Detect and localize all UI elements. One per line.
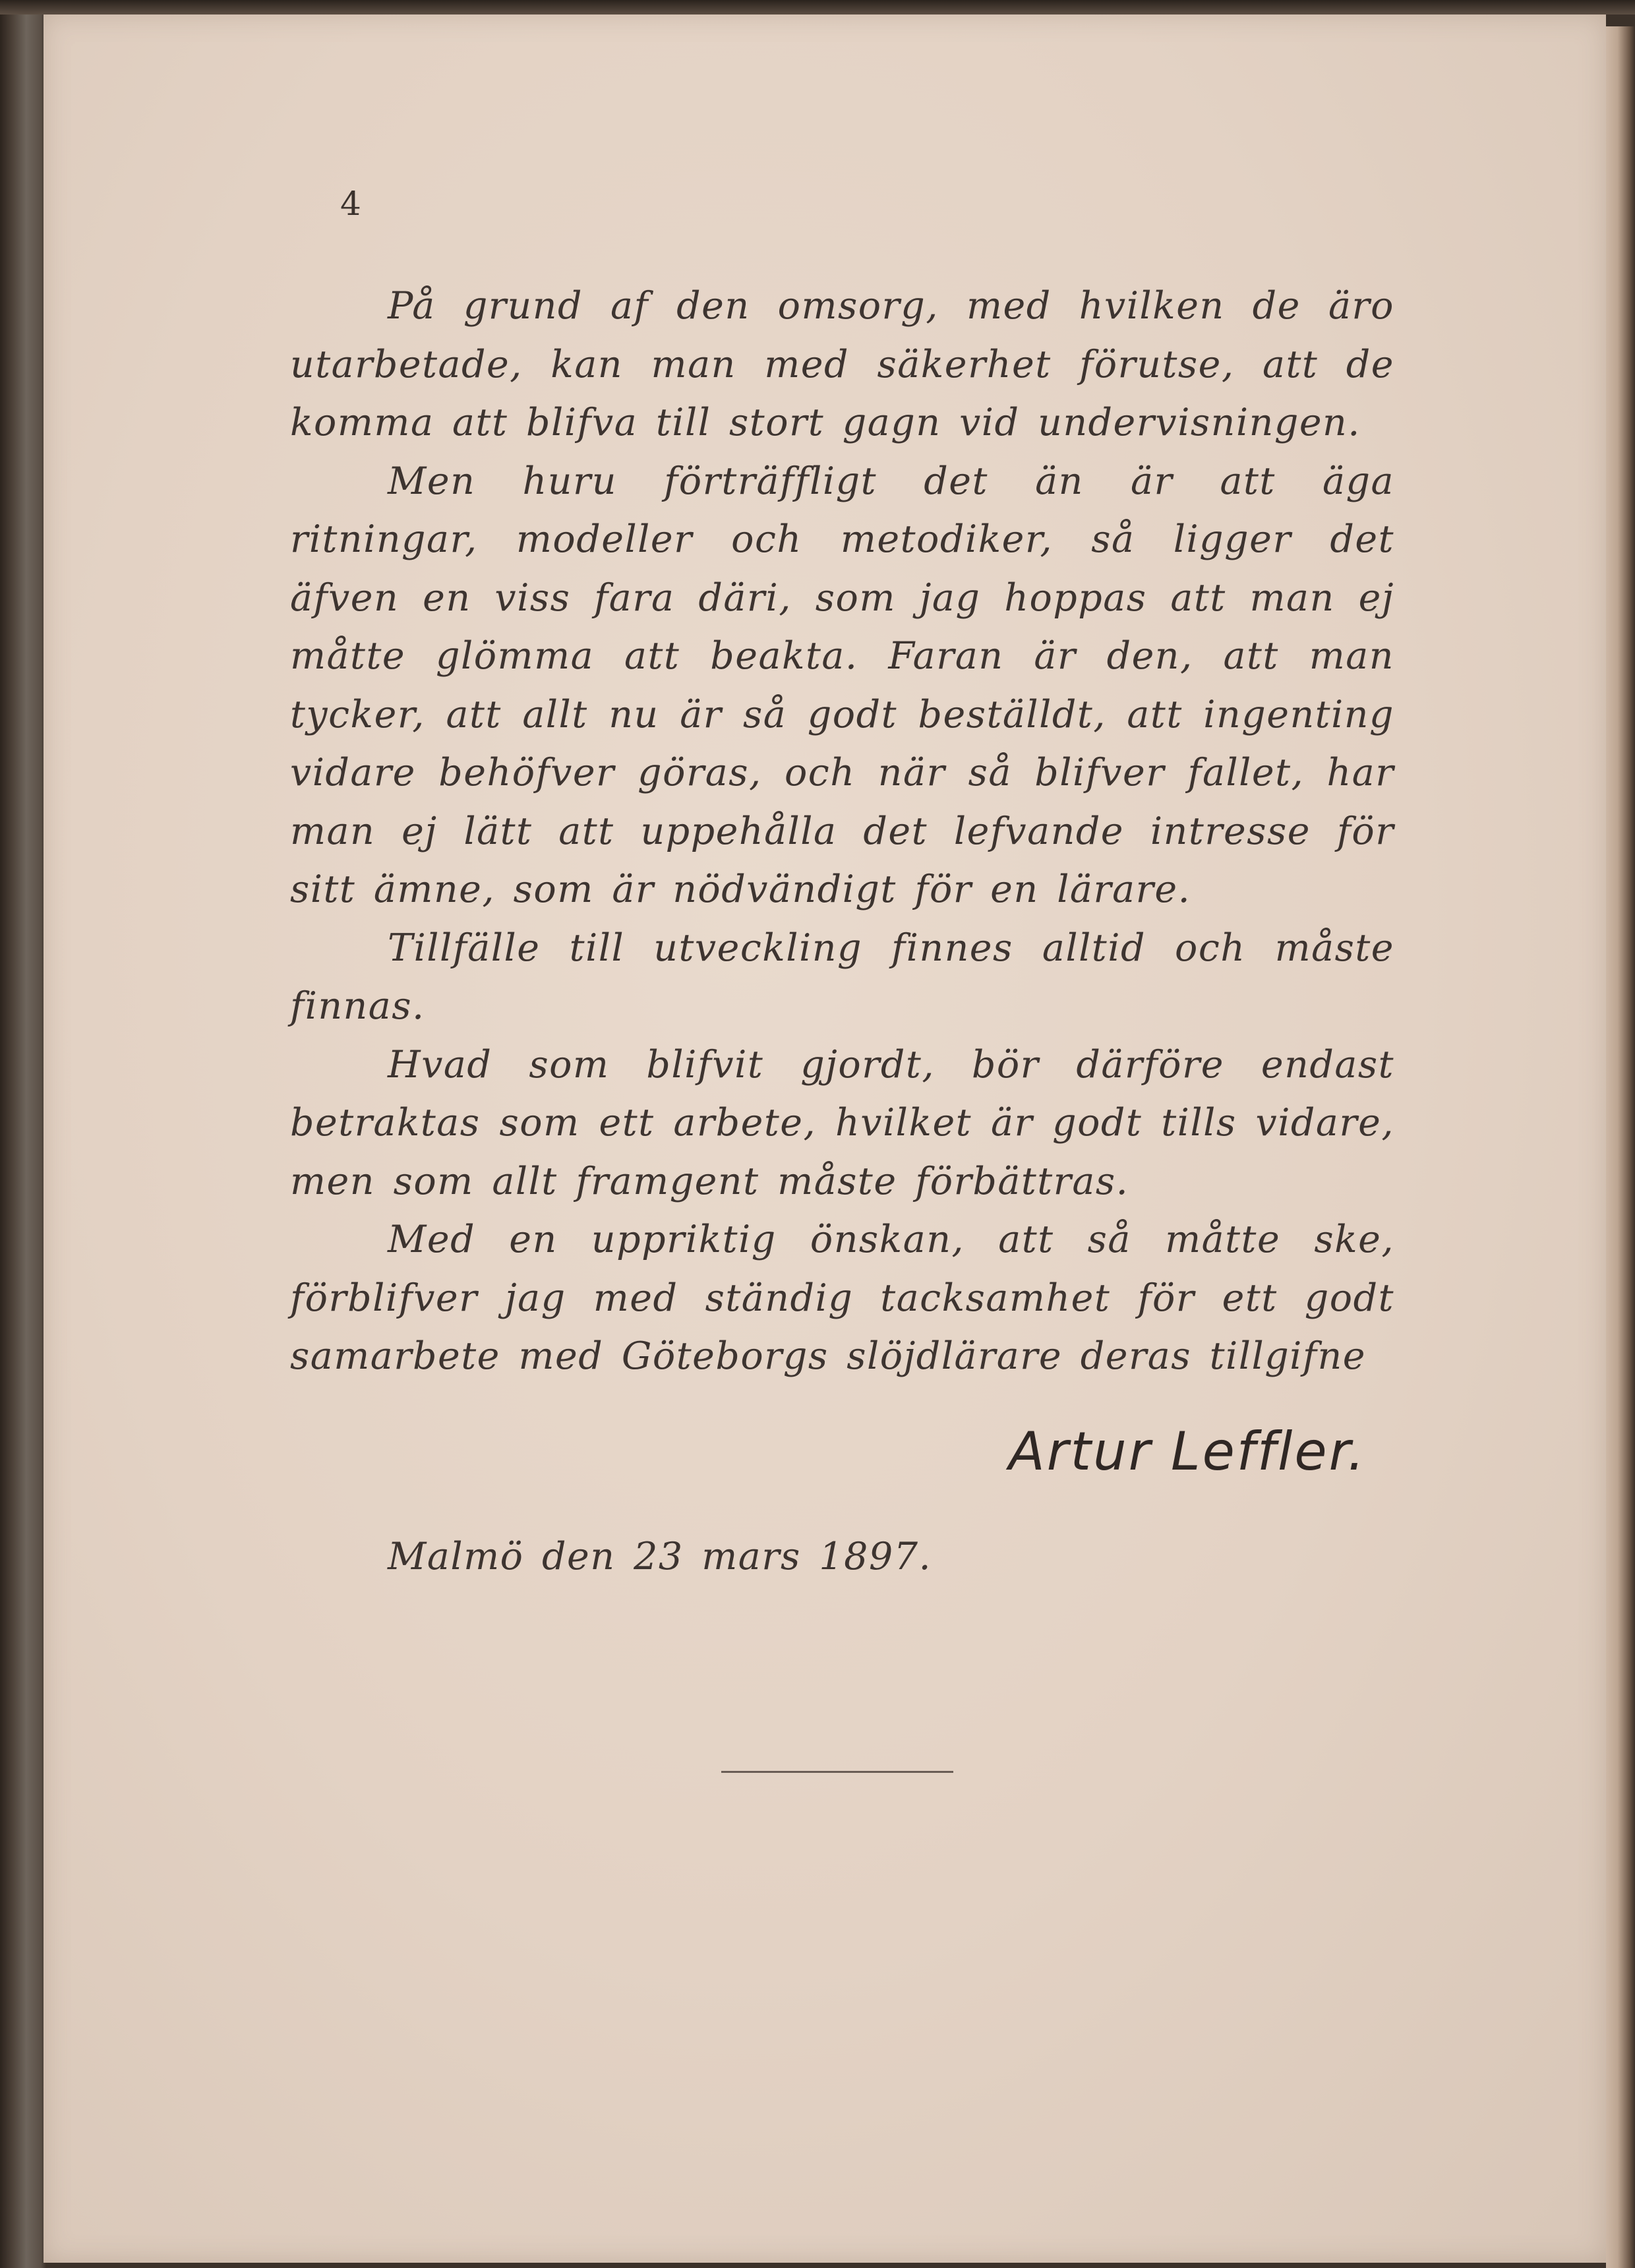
page-number: 4 xyxy=(340,185,361,223)
signature: Artur Leffler. xyxy=(1009,1421,1367,1482)
paragraph-5: Med en uppriktig önskan, att så måtte ske, förblifver jag med ständig tacksamhet för ett godt samarbete med Göteborgs slöjdlärare deras tillgifne xyxy=(290,1218,1394,1378)
dateline: Malmö den 23 mars 1897. xyxy=(388,1535,932,1578)
body-text xyxy=(290,277,1394,1386)
paragraph-2: Men huru förträffligt det än är att äga ritningar, modeller och metodiker, så ligger det äfven en viss fara däri, som jag hoppas att man ej måtte glömma att beakta. Faran är den, att man tycker, att allt nu är så godt beställdt, att ingenting vidare behöfver göras, och när så blifver fallet, har man ej lätt att uppehålla det lefvande intresse för sitt ämne, som är nödvändigt för en lärare. xyxy=(290,459,1394,911)
book-right-edge xyxy=(1606,26,1635,2268)
book-top-edge xyxy=(0,0,1635,15)
paragraph-3: Tillfälle till utveckling finnes alltid och måste finnas. xyxy=(290,926,1394,1028)
paragraph-1: På grund af den omsorg, med hvilken de äro utarbetade, kan man med säkerhet förutse, att de komma att blifva till stort gagn vid undervisningen. xyxy=(290,284,1394,444)
paragraph-4: Hvad som blifvit gjordt, bör därföre endast betraktas som ett arbete, hvilket är godt tills vidare, men som allt framgent måste förbättras. xyxy=(290,1042,1394,1203)
end-rule xyxy=(721,1771,953,1773)
